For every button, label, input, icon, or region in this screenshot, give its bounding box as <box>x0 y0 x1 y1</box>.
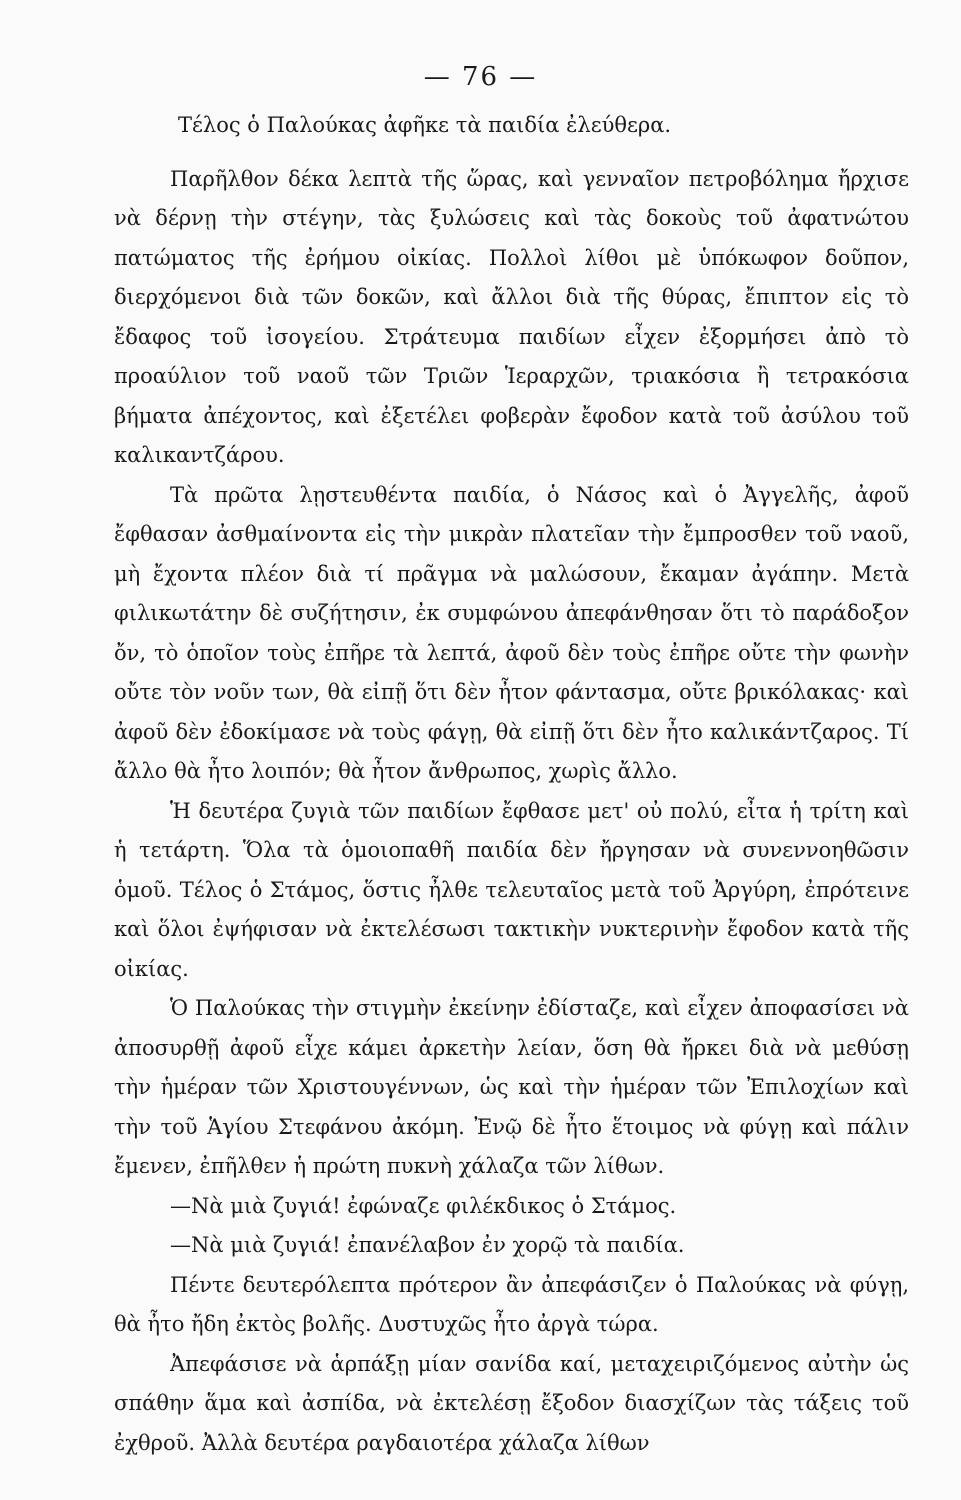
paragraph-6: Πέντε δευτερόλεπτα πρότερον ἂν ἀπεφάσιζεν ὁ Παλούκας νὰ φύγῃ, θὰ ἦτο ἤδη ἐκτὸς βολῆς. Δυστυχῶς ἦτο ἀργὰ τώρα. <box>114 1272 909 1336</box>
paragraph-4: Ἡ δευτέρα ζυγιὰ τῶν παιδίων ἔφθασε μετ' οὐ πολύ, εἶτα ἡ τρίτη καὶ ἡ τετάρτη. Ὅλα τὰ ὁμοιοπαθῆ παιδία δὲν ἤργησαν νὰ συνεννοηθῶσιν ὁμοῦ. Τέλος ὁ Στάμος, ὅστις ἦλθε τελευταῖος μετὰ τοῦ Ἀργύρη, ἐπρότεινε καὶ ὅλοι ἐψήφισαν νὰ ἐκτελέσωσι τακτικὴν νυκτερινὴν ἔφοδον κατὰ τῆς οἰκίας. <box>114 798 909 981</box>
body-text <box>114 106 909 1463</box>
paragraph-2: Παρῆλθον δέκα λεπτὰ τῆς ὥρας, καὶ γενναῖον πετροβόλημα ἤρχισε νὰ δέρνῃ τὴν στέγην, τὰς ξυλώσεις καὶ τὰς δοκοὺς τοῦ ἀφατνώτου πατώματος τῆς ἐρήμου οἰκίας. Πολλοὶ λίθοι μὲ ὑπόκωφον δοῦπον, διερχόμενοι διὰ τῶν δοκῶν, καὶ ἄλλοι διὰ τῆς θύρας, ἔπιπτον εἰς τὸ ἔδαφος τοῦ ἰσογείου. Στράτευμα παιδίων εἶχεν ἐξορμήσει ἀπὸ τὸ προαύλιον τοῦ ναοῦ τῶν Τριῶν Ἱεραρχῶν, τριακόσια ἢ τετρακόσια βήματα ἀπέχοντος, καὶ ἐξετέλει φοβερὰν ἔφοδον κατὰ τοῦ ἀσύλου τοῦ καλικαντζάρου. <box>114 166 909 467</box>
dialogue-line-2: —Νὰ μιὰ ζυγιά! ἐπανέλαβον ἐν χορῷ τὰ παιδία. <box>170 1233 685 1257</box>
paragraph-3: Τὰ πρῶτα λῃστευθέντα παιδία, ὁ Νάσος καὶ ὁ Ἀγγελῆς, ἀφοῦ ἔφθασαν ἀσθμαίνοντα εἰς τὴν μικρὰν πλατεῖαν τὴν ἔμπροσθεν τοῦ ναοῦ, μὴ ἔχοντα πλέον διὰ τί πρᾶγμα νὰ μαλώσουν, ἔκαμαν ἀγάπην. Μετὰ φιλικωτάτην δὲ συζήτησιν, ἐκ συμφώνου ἀπεφάνθησαν ὅτι τὸ παράδοξον ὄν, τὸ ὁποῖον τοὺς ἐπῆρε τὰ λεπτά, ἀφοῦ δὲν τοὺς ἐπῆρε οὔτε τὴν φωνὴν οὔτε τὸν νοῦν των, θὰ εἰπῇ ὅτι δὲν ἦτον φάντασμα, οὔτε βρικόλακας· καὶ ἀφοῦ δὲν ἐδοκίμασε νὰ τοὺς φάγῃ, θὰ εἰπῇ ὅτι δὲν ἦτο καλικάντζαρος. Τί ἄλλο θὰ ἦτο λοιπόν; θὰ ἦτον ἄνθρωπος, χωρὶς ἄλλο. <box>114 482 909 783</box>
dialogue-line-1: —Νὰ μιὰ ζυγιά! ἐφώναζε φιλέκδικος ὁ Στάμος. <box>170 1193 677 1218</box>
paragraph-5: Ὁ Παλούκας τὴν στιγμὴν ἐκείνην ἐδίσταζε, καὶ εἶχεν ἀποφασίσει νὰ ἀποσυρθῇ ἀφοῦ εἶχε κάμει ἀρκετὴν λείαν, ὅση θὰ ἤρκει διὰ νὰ μεθύσῃ τὴν ἡμέραν τῶν Χριστουγέννων, ὡς καὶ τὴν ἡμέραν τῶν Ἐπιλοχίων καὶ τὴν τοῦ Ἁγίου Στεφάνου ἀκόμη. Ἐνῷ δὲ ἦτο ἕτοιμος νὰ φύγῃ καὶ πάλιν ἔμενεν, ἐπῆλθεν ἡ πρώτη πυκνὴ χάλαζα τῶν λίθων. <box>114 996 909 1178</box>
page-number: — 76 — <box>423 62 538 92</box>
paragraph-7: Ἀπεφάσισε νὰ ἁρπάξῃ μίαν σανίδα καί, μεταχειριζόμενος αὐτὴν ὡς σπάθην ἅμα καὶ ἀσπίδα, νὰ ἐκτελέσῃ ἔξοδον διασχίζων τὰς τάξεις τοῦ ἐχθροῦ. Ἀλλὰ δευτέρα ραγδαιοτέρα χάλαζα λίθων <box>114 1351 909 1455</box>
paragraph-1: Τέλος ὁ Παλούκας ἀφῆκε τὰ παιδία ἐλεύθερα. <box>178 113 672 137</box>
